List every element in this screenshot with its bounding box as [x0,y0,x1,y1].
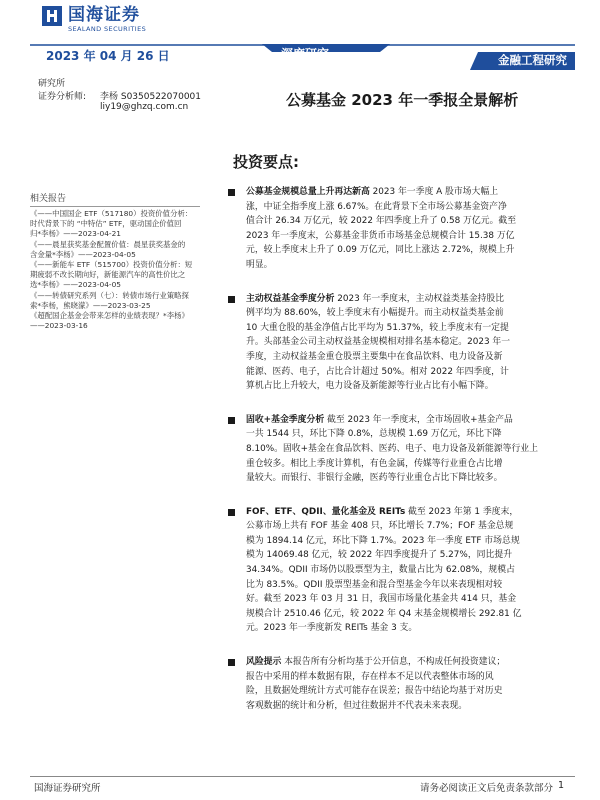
related-report-line: 《——新能车 ETF（515700）投资价值分析：短 [30,260,193,270]
investment-point-line: 季度，主动权益基金重仓股票主要集中在食品饮料、电力设备及新 [246,351,503,362]
investment-point-lead: FOF、ETF、QDII、量化基金及 REITs [246,506,406,517]
investment-point-line: 模为 1894.14 亿元，环比下降 1.7%。2023 年一季度 ETF 市场总规 [246,535,520,546]
footer-disclaimer: 请务必阅读正文后免责条款部分 [420,783,554,794]
investment-point-text [246,185,573,273]
investment-point-body: 2023 年一季度 A 股市场大幅上 [369,187,499,197]
investment-point-line: 涨，中证全指季度上涨 6.67%。在此背景下全市场公募基金资产净 [246,201,507,212]
investment-point-line: 比为 83.5%。QDII 股票型基金和混合型基金今年以来表现相对较 [246,579,503,590]
related-report-line: 选*李杨》——2023-04-05 [30,280,121,290]
report-type: 深度研究 [281,47,330,61]
investment-point-line: 规模合计 2510.46 亿元，较 2022 年 Q4 末基金规模增长 292.81 亿 [246,608,522,619]
square-bullet-icon [228,296,235,303]
investment-point-line: 8.10%。固收+基金在食品饮料、医药、电子、电力设备及新能源等行业上 [246,443,538,454]
related-report-item [30,240,212,260]
investment-point-line [246,413,573,428]
investment-point-line: 好。截至 2023 年 03 月 31 日，我国市场量化基金共 414 只，基金 [246,594,517,605]
investment-point-line [246,292,573,307]
investment-points-list [228,185,573,732]
investment-point-text [246,505,573,636]
company-logo [42,6,146,33]
square-bullet-icon [228,659,235,666]
related-report-line: 归*李杨》——2023-04-21 [30,229,121,239]
investment-point-line: 元。2023 年一季度新发 REITs 基金 3 支。 [246,623,418,634]
investment-point-body: 截至 2023 年第 1 季度末， [405,506,519,517]
page-number: 1 [558,780,565,791]
investment-points-heading: 投资要点: [233,153,299,171]
investment-point-line: 例平均为 88.60%，较上季度末有小幅提升。而主动权益类基金前 [246,308,504,319]
investment-point-line: 险，且数据处理统计方式可能存在误差；报告中结论均基于对历史 [246,686,503,697]
square-bullet-icon [228,417,235,424]
investment-point [228,413,573,486]
investment-point-line: 10 大重仓股的基金净值占比平均为 51.37%，较上季度末有一定提 [246,322,509,333]
investment-point-lead: 公募基金规模总量上升再达新高 [246,187,370,197]
related-report-line: 期疲弱不改长期向好，新能源汽车的高性价比之 [30,270,186,280]
investment-point-line: 报告中采用的样本数据有限，存在样本不足以代表整体市场的风 [246,671,494,682]
investment-point-line: 明显。 [246,259,273,270]
related-report-item [30,291,212,311]
related-report-line: 索*李杨，熊晓濛》——2023-03-25 [30,300,151,310]
investment-point-line: 值合计 26.34 万亿元，较 2022 年四季度上升了 0.58 万亿元。截至 [246,216,517,227]
institute-label: 研究所 [38,79,66,89]
related-report-item [30,260,212,291]
report-title: 公募基金 2023 年一季报全景解析 [286,91,519,109]
analyst-label: 证券分析师: [38,92,87,102]
related-reports-heading: 相关报告 [30,194,67,204]
investment-point-line: 重仓较多。相比上季度计算机，有色金属，传媒等行业重仓占比增 [246,458,503,469]
investment-point-line: 元，较上季度末上升了 0.09 万亿元，同比上涨达 2.72%，规模上升 [246,245,515,256]
logo-text: 国海证券 [68,5,140,25]
investment-point-line [246,655,573,670]
investment-point-lead: 固收+基金季度分析 [246,414,325,425]
investment-point-body: 本报告所有分析均基于公开信息，不构成任何投资建议； [281,657,506,668]
investment-point-line: 34.34%。QDII 市场仍以股票型为主，数量占比为 62.08%，规模占 [246,565,515,576]
related-report-line: 《——转债研究系列（七）：转债市场行业策略探 [30,290,189,300]
research-field: 金融工程研究 [498,53,567,67]
investment-point [228,505,573,636]
report-date: 2023 年 04 月 26 日 [46,49,170,63]
investment-point [228,292,573,394]
investment-point-line: 算机占比上升较大，电力设备及新能源等行业占比有小幅下降。 [246,381,494,392]
investment-point-line: 能源、医药、电子，占比合计超过 50%。相对 2022 年四季度，计 [246,366,509,377]
divider [30,206,200,207]
footer-divider [30,776,575,777]
related-report-item [30,311,212,331]
investment-point [228,185,573,273]
logo-mark-icon [42,6,62,26]
investment-point-lead: 风险提示 [246,657,282,668]
related-report-line: 《——中国国企 ETF（517180）投资价值分析： [30,209,193,218]
investment-point-text [246,413,573,486]
analyst-email: liy19@ghzq.com.cn [100,102,189,112]
investment-point [228,655,573,713]
related-report-line: 《——晨星获奖基金配置价值：晨星获奖基金的 [30,239,186,249]
investment-point-line [246,505,573,520]
square-bullet-icon [228,509,235,516]
logo-english-text: SEALAND SECURITIES [68,25,147,33]
investment-point-body: 截至 2023 年一季度末，全市场固收+基金产品 [324,414,513,425]
investment-point-lead: 主动权益基金季度分析 [246,293,335,304]
investment-point-text [246,292,573,394]
investment-point-line: 升。头部基金公司主动权益基金规模相对排名基本稳定。2023 年一 [246,337,511,348]
investment-point-line: 2023 年一季度末，公募基金非货币市场基金总规模合计 15.38 万亿 [246,230,515,241]
related-reports-list [30,209,212,331]
investment-point-line [246,185,573,200]
investment-point-line: 客观数据的统计和分析，但过往数据并不代表未来表现。 [246,700,468,711]
investment-point-line: 量较大。而银行、非银行金融，医药等行业重仓占比下降比较多。 [246,473,503,484]
investment-point-line: 一共 1544 只，环比下降 0.8%，总规模 1.69 万亿元，环比下降 [246,429,502,440]
related-report-line: 时代背景下的 “中特估” ETF，驱动国企价值回 [30,219,182,229]
related-report-line: 《超配国企基金会带来怎样的业绩表现？*李杨》 [30,311,189,321]
analyst-name: 李杨 S0350522070001 [100,92,202,102]
related-report-line: 含金量*李杨》——2023-04-05 [30,249,136,259]
investment-point-line: 模为 14069.48 亿元，较 2022 年四季度提升了 5.27%，同比提升 [246,550,513,561]
square-bullet-icon [228,189,235,196]
related-report-item [30,209,212,240]
investment-point-line: 公募市场上共有 FOF 基金 408 只，环比增长 7.7%；FOF 基金总规 [246,521,514,532]
related-report-line: ——2023-03-16 [30,321,88,331]
footer-institute: 国海证券研究所 [34,783,101,794]
investment-point-text [246,655,573,713]
investment-point-body: 2023 年一季度末，主动权益类基金持股比 [334,293,505,304]
